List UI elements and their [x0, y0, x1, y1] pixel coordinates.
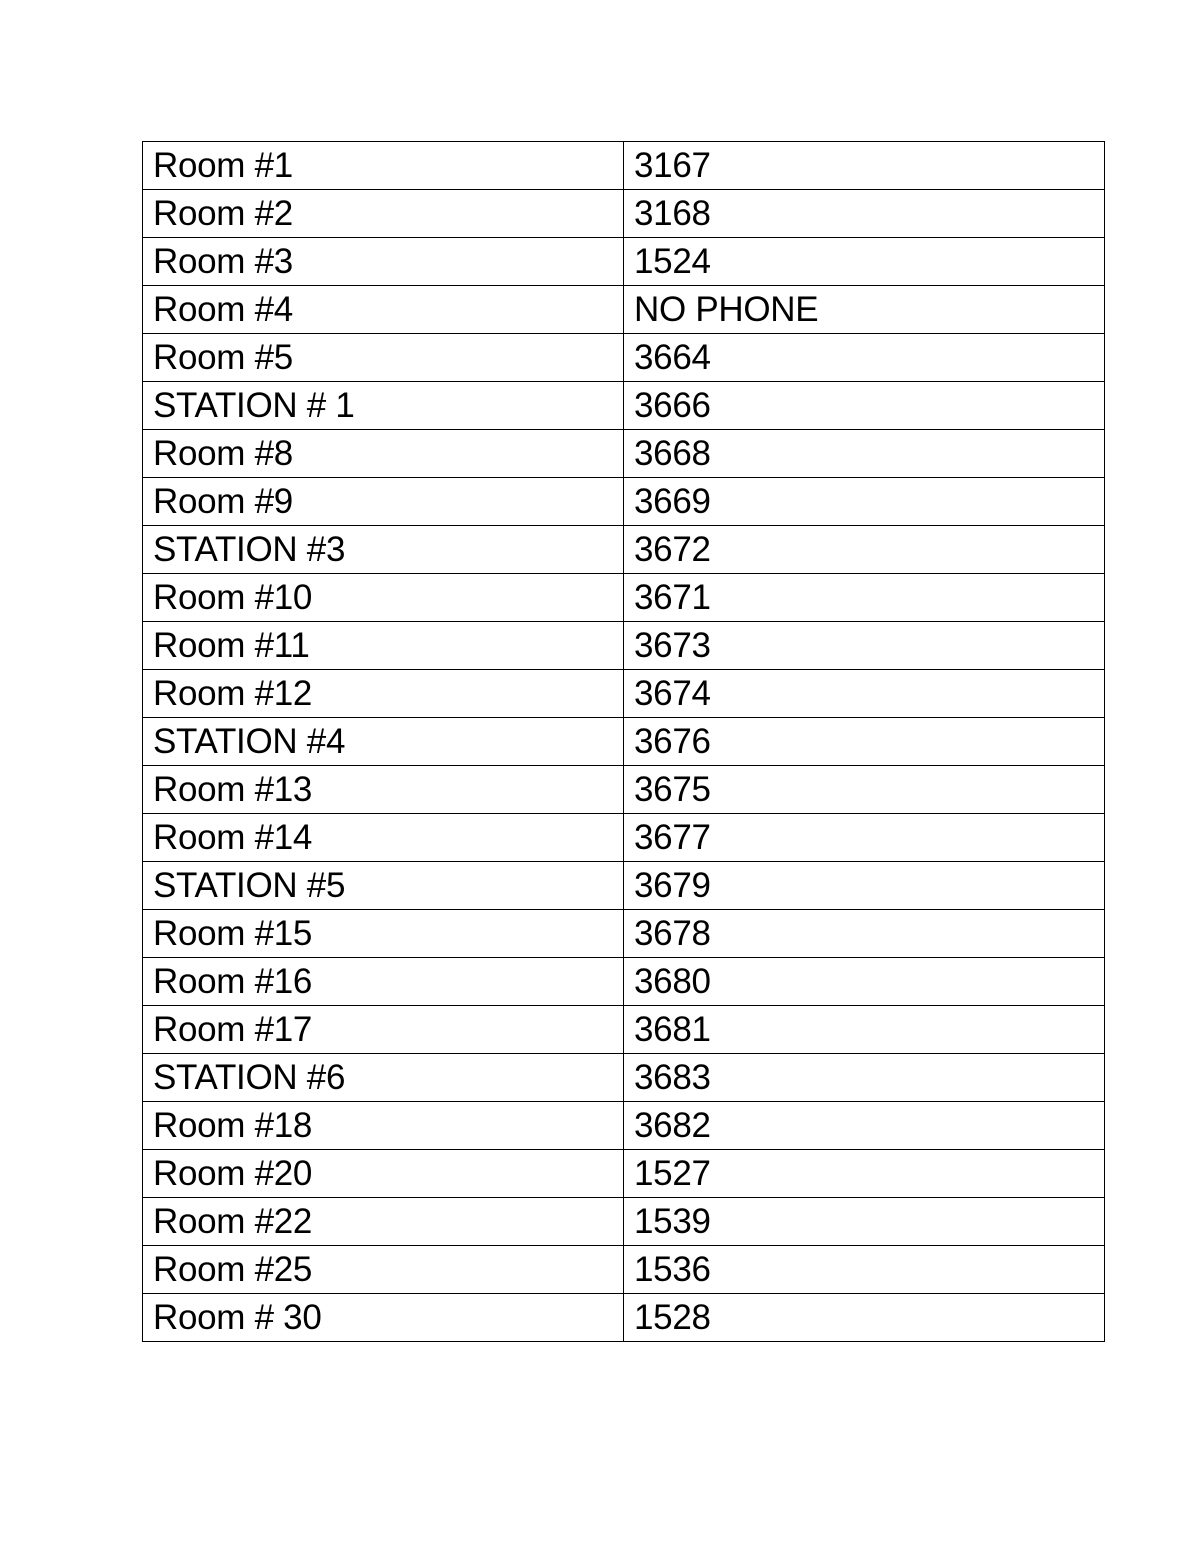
table-row — [143, 478, 1105, 526]
room-cell: STATION #6 — [143, 1054, 624, 1102]
room-cell: Room #20 — [143, 1150, 624, 1198]
table-row — [143, 1006, 1105, 1054]
extension-cell: 3683 — [624, 1054, 1105, 1102]
room-cell: Room #17 — [143, 1006, 624, 1054]
room-cell: STATION #4 — [143, 718, 624, 766]
table-row — [143, 190, 1105, 238]
extension-cell: 3673 — [624, 622, 1105, 670]
table-row — [143, 334, 1105, 382]
table-row — [143, 670, 1105, 718]
table-row — [143, 718, 1105, 766]
room-cell: Room #16 — [143, 958, 624, 1006]
extension-cell: 1528 — [624, 1294, 1105, 1342]
extension-cell: 3679 — [624, 862, 1105, 910]
room-phone-table — [142, 141, 1105, 1342]
room-cell: Room #15 — [143, 910, 624, 958]
extension-cell: 1524 — [624, 238, 1105, 286]
extension-cell: 3675 — [624, 766, 1105, 814]
extension-cell: 3682 — [624, 1102, 1105, 1150]
extension-cell: 1527 — [624, 1150, 1105, 1198]
table-row — [143, 238, 1105, 286]
extension-cell: 1536 — [624, 1246, 1105, 1294]
room-cell: Room #25 — [143, 1246, 624, 1294]
room-cell: Room #13 — [143, 766, 624, 814]
room-cell: Room #8 — [143, 430, 624, 478]
room-cell: Room # 30 — [143, 1294, 624, 1342]
extension-cell: 3674 — [624, 670, 1105, 718]
extension-cell: 3669 — [624, 478, 1105, 526]
extension-cell: 3678 — [624, 910, 1105, 958]
extension-cell: 1539 — [624, 1198, 1105, 1246]
table-body — [143, 142, 1105, 1342]
extension-cell: 3671 — [624, 574, 1105, 622]
table-row — [143, 910, 1105, 958]
table-row — [143, 862, 1105, 910]
room-cell: STATION #5 — [143, 862, 624, 910]
extension-cell: 3668 — [624, 430, 1105, 478]
extension-cell: 3168 — [624, 190, 1105, 238]
room-cell: Room #2 — [143, 190, 624, 238]
table-row — [143, 1102, 1105, 1150]
table-row — [143, 766, 1105, 814]
extension-cell: 3677 — [624, 814, 1105, 862]
room-cell: Room #22 — [143, 1198, 624, 1246]
table-row — [143, 430, 1105, 478]
extension-cell: 3666 — [624, 382, 1105, 430]
room-cell: STATION #3 — [143, 526, 624, 574]
room-cell: Room #3 — [143, 238, 624, 286]
table-row — [143, 382, 1105, 430]
table-row — [143, 958, 1105, 1006]
table-row — [143, 1054, 1105, 1102]
table-row — [143, 1246, 1105, 1294]
room-cell: Room #14 — [143, 814, 624, 862]
extension-cell: NO PHONE — [624, 286, 1105, 334]
room-cell: Room #1 — [143, 142, 624, 190]
table-row — [143, 1198, 1105, 1246]
table-row — [143, 1150, 1105, 1198]
room-cell: Room #4 — [143, 286, 624, 334]
room-cell: Room #12 — [143, 670, 624, 718]
room-cell: Room #5 — [143, 334, 624, 382]
table-row — [143, 142, 1105, 190]
extension-cell: 3676 — [624, 718, 1105, 766]
room-cell: Room #10 — [143, 574, 624, 622]
extension-cell: 3167 — [624, 142, 1105, 190]
table-row — [143, 526, 1105, 574]
table-row — [143, 622, 1105, 670]
extension-cell: 3681 — [624, 1006, 1105, 1054]
table-row — [143, 1294, 1105, 1342]
room-cell: Room #9 — [143, 478, 624, 526]
table-row — [143, 814, 1105, 862]
table-row — [143, 574, 1105, 622]
extension-cell: 3672 — [624, 526, 1105, 574]
extension-cell: 3664 — [624, 334, 1105, 382]
table-row — [143, 286, 1105, 334]
room-cell: STATION # 1 — [143, 382, 624, 430]
extension-cell: 3680 — [624, 958, 1105, 1006]
room-cell: Room #18 — [143, 1102, 624, 1150]
room-cell: Room #11 — [143, 622, 624, 670]
